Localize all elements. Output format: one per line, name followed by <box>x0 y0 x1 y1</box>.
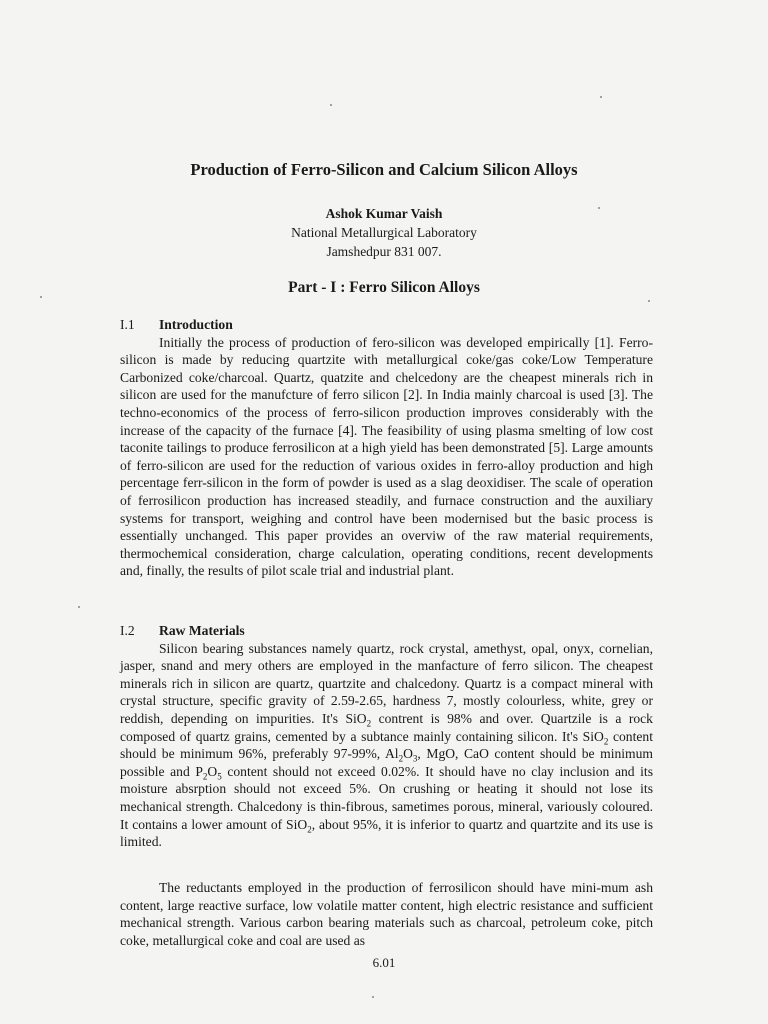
author-affiliation: National Metallurgical Laboratory <box>291 225 477 240</box>
scan-speck <box>648 300 650 302</box>
text-run: content should not exceed 0.02%. It should have no clay inclusion and its moisture absrption should not exceed 5%. On crushing or heating it should not lose its mechanical strength. Chalcedony is thin-fibrous, sametimes porous, mineral, variously coloured. It contains a lower amount of SiO <box>120 763 653 832</box>
scan-speck <box>372 996 374 998</box>
subscript: 2 <box>202 771 208 782</box>
section-number: I.1 <box>120 317 135 332</box>
scan-speck <box>600 96 602 98</box>
subscript: 3 <box>412 753 418 764</box>
subscript: 5 <box>217 771 222 782</box>
section-heading <box>120 316 653 334</box>
section-reductants <box>120 879 653 949</box>
scan-speck <box>40 296 42 298</box>
scan-speck <box>330 104 332 106</box>
author-name: Ashok Kumar Vaish <box>325 206 443 221</box>
section-raw-materials <box>120 622 653 851</box>
author-address: Jamshedpur 831 007. <box>326 244 442 259</box>
text-run: O <box>403 746 413 762</box>
section-introduction <box>120 316 653 580</box>
section-number: I.2 <box>120 623 135 638</box>
section-title: Introduction <box>159 317 233 332</box>
text-run: , about 95%, it is inferior to quartz and quartzite and its use is limited. <box>120 816 653 850</box>
section-paragraph <box>120 640 653 851</box>
paper-title: Production of Ferro-Silicon and Calcium Silicon Alloys <box>190 160 578 179</box>
text-run: contrent is 98% and over. Quartzile is a rock composed of quartz grains, cemented by a subtance mainly containing silicon. It's SiO <box>120 710 653 744</box>
page-number: 6.01 <box>372 955 396 970</box>
scan-speck <box>598 207 600 209</box>
text-run: , MgO, CaO content should be minimum possible and P <box>120 746 653 779</box>
subscript: 2 <box>603 736 609 747</box>
section-paragraph: Initially the process of production of fero-silicon was developed empirically [1]. Ferro-silicon is made by reducing quartzite with metallurgical coke/gas coke/Low Temperature Carbonized coke/charcoal. Quartz, quatzite and chelcedony are the cheapest minerals rich in silicon are used for the manufcture of ferro silicon [2]. In India mainly charcoal is used [3]. The techno-economics of the process of ferro-silicon production improves considerably with the increase of the capacity of the furnace [4]. The feasibility of using plasma smelting of low cost taconite tailings to produce ferrosilicon at a high yield has been demonstrated [5]. Large amounts of ferro-silicon are used for the reduction of various oxides in ferro-alloy production and high percentage ferr-silicon in the form of powder is used as a slag deoxidiser. The scale of operation of ferrosilicon production has increased steadily, and furnace construction and the auxiliary systems for transport, weighing and control have been modernised but the basic process is essentially unchanged. This paper provides an overviw of the raw material requirements, thermochemical consideration, charge calculation, operating conditions, recent developments and, finally, the results of pilot scale trial and industrial plant. <box>120 334 653 579</box>
section-paragraph: The reductants employed in the production of ferrosilicon should have mini-mum ash content, large reactive surface, low volatile matter content, high electric resistance and sufficient mechanical strength. Various carbon bearing materials such as charcoal, petroleum coke, pitch coke, metallurgical coke and coal are used as <box>120 880 653 948</box>
text-run: O <box>207 763 218 779</box>
text-run: content should be minimum 96%, preferably 97-99%, Al <box>120 728 653 762</box>
subscript: 2 <box>366 718 372 729</box>
subscript: 2 <box>307 824 312 835</box>
part-title: Part - I : Ferro Silicon Alloys <box>288 279 480 296</box>
section-heading <box>120 622 653 640</box>
scan-speck <box>78 606 80 608</box>
author-block <box>0 204 768 261</box>
section-title: Raw Materials <box>159 623 245 638</box>
text-run: Silicon bearing substances namely quartz, rock crystal, amethyst, opal, onyx, cornelian, jasper, snand and mery others are employed in the manfacture of ferro silicon. The cheapest minerals rich in silicon are quartz, quartzite and chalcedony. Quartz is a compact mineral with crystal structure, specific gravity of 2.59-2.65, hardness 7, mostly colourless, white, grey or reddish, depending on impurities. It's SiO <box>120 640 653 726</box>
subscript: 2 <box>398 753 404 764</box>
